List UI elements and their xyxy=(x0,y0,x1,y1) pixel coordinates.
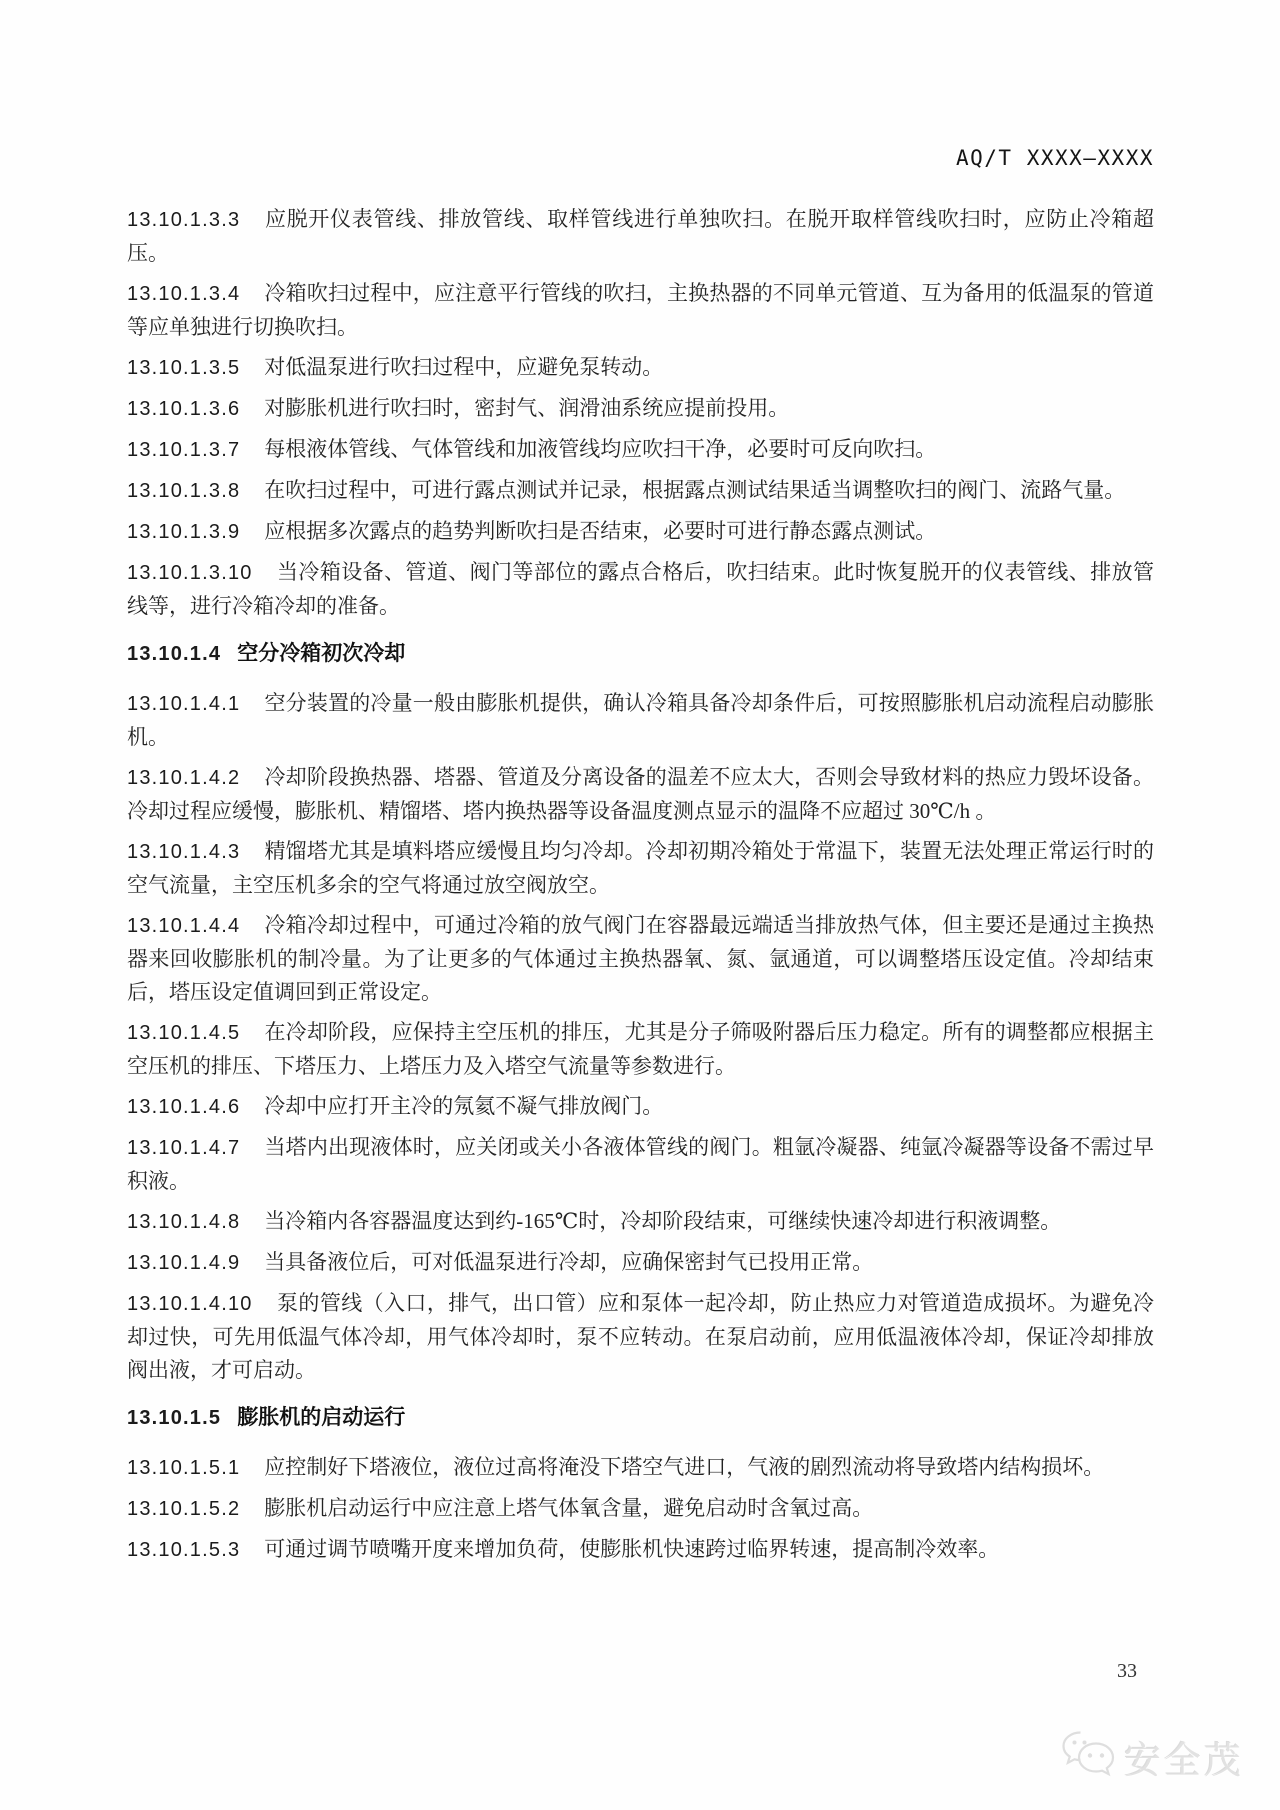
section-number: 13.10.1.4 xyxy=(127,643,222,665)
clause-text: 对膨胀机进行吹扫时，密封气、润滑油系统应提前投用。 xyxy=(264,396,790,420)
clause-text: 当冷箱内各容器温度达到约-165℃时，冷却阶段结束，可继续快速冷却进行积液调整。 xyxy=(264,1209,1062,1233)
clause-text: 应脱开仪表管线、排放管线、取样管线进行单独吹扫。在脱开取样管线吹扫时，应防止冷箱超压。 xyxy=(127,207,1154,265)
clause-number: 13.10.1.3.6 xyxy=(127,398,241,420)
clause-text: 当冷箱设备、管道、阀门等部位的露点合格后，吹扫结束。此时恢复脱开的仪表管线、排放管线等，进行冷箱冷却的准备。 xyxy=(127,560,1154,618)
clause-text: 冷却阶段换热器、塔器、管道及分离设备的温差不应太大，否则会导致材料的热应力毁坏设备。冷却过程应缓慢，膨胀机、精馏塔、塔内换热器等设备温度测点显示的温降不应超过 30℃/h 。 xyxy=(127,765,1154,823)
clause-paragraph xyxy=(127,761,1154,828)
clause-paragraph xyxy=(127,515,1154,549)
page-number: 33 xyxy=(1117,1660,1137,1682)
section-title: 膨胀机的启动运行 xyxy=(237,1406,406,1429)
clause-text: 每根液体管线、气体管线和加液管线均应吹扫干净，必要时可反向吹扫。 xyxy=(264,437,937,461)
clause-number: 13.10.1.4.8 xyxy=(127,1211,241,1233)
clause-paragraph xyxy=(127,1246,1154,1280)
clause-paragraph xyxy=(127,1533,1154,1567)
clause-number: 13.10.1.3.3 xyxy=(127,209,241,231)
clause-text: 冷箱吹扫过程中，应注意平行管线的吹扫，主换热器的不同单元管道、互为备用的低温泵的管道等应单独进行切换吹扫。 xyxy=(127,281,1154,339)
section-heading xyxy=(127,1401,1154,1435)
clause-paragraph xyxy=(127,556,1154,623)
clause-number: 13.10.1.4.10 xyxy=(127,1293,253,1315)
clause-number: 13.10.1.4.6 xyxy=(127,1096,241,1118)
clause-number: 13.10.1.3.7 xyxy=(127,439,241,461)
clause-number: 13.10.1.4.9 xyxy=(127,1252,241,1274)
clause-paragraph xyxy=(127,351,1154,385)
clause-text: 冷却中应打开主冷的氖氦不凝气排放阀门。 xyxy=(264,1094,664,1118)
clause-paragraph xyxy=(127,277,1154,344)
clause-number: 13.10.1.5.1 xyxy=(127,1457,241,1479)
clause-text: 当具备液位后，可对低温泵进行冷却，应确保密封气已投用正常。 xyxy=(264,1250,874,1274)
section-title: 空分冷箱初次冷却 xyxy=(237,642,406,665)
clause-paragraph xyxy=(127,433,1154,467)
clause-paragraph xyxy=(127,687,1154,754)
clause-paragraph xyxy=(127,835,1154,902)
clause-number: 13.10.1.4.3 xyxy=(127,841,241,863)
clause-number: 13.10.1.3.9 xyxy=(127,521,241,543)
clause-number: 13.10.1.5.2 xyxy=(127,1498,241,1520)
clause-paragraph xyxy=(127,1492,1154,1526)
clause-paragraph xyxy=(127,1287,1154,1387)
clause-text: 对低温泵进行吹扫过程中，应避免泵转动。 xyxy=(264,355,664,379)
clause-text: 应根据多次露点的趋势判断吹扫是否结束，必要时可进行静态露点测试。 xyxy=(264,519,937,543)
clause-paragraph xyxy=(127,1131,1154,1198)
clause-number: 13.10.1.4.1 xyxy=(127,693,241,715)
watermark xyxy=(1060,1729,1244,1784)
clause-text: 膨胀机启动运行中应注意上塔气体氧含量，避免启动时含氧过高。 xyxy=(264,1496,874,1520)
clause-number: 13.10.1.3.4 xyxy=(127,283,241,305)
clause-paragraph xyxy=(127,1451,1154,1485)
clause-number: 13.10.1.4.7 xyxy=(127,1137,241,1159)
clause-paragraph xyxy=(127,1090,1154,1124)
clause-text: 应控制好下塔液位，液位过高将淹没下塔空气进口，气液的剧烈流动将导致塔内结构损坏。 xyxy=(264,1455,1105,1479)
clause-paragraph xyxy=(127,392,1154,426)
clause-text: 冷箱冷却过程中，可通过冷箱的放气阀门在容器最远端适当排放热气体，但主要还是通过主换热器来回收膨胀机的制冷量。为了让更多的气体通过主换热器氧、氮、氩通道，可以调整塔压设定值。冷却结束后，塔压设定值调回到正常设定。 xyxy=(127,913,1154,1004)
section-number: 13.10.1.5 xyxy=(127,1407,222,1429)
clause-number: 13.10.1.5.3 xyxy=(127,1539,241,1561)
clause-number: 13.10.1.3.10 xyxy=(127,562,253,584)
clause-text: 空分装置的冷量一般由膨胀机提供，确认冷箱具备冷却条件后，可按照膨胀机启动流程启动膨胀机。 xyxy=(127,691,1154,749)
clause-number: 13.10.1.4.2 xyxy=(127,767,241,789)
clause-text: 精馏塔尤其是填料塔应缓慢且均匀冷却。冷却初期冷箱处于常温下，装置无法处理正常运行时的空气流量，主空压机多余的空气将通过放空阀放空。 xyxy=(127,839,1154,897)
clause-text: 泵的管线（入口，排气，出口管）应和泵体一起冷却，防止热应力对管道造成损坏。为避免冷却过快，可先用低温气体冷却，用气体冷却时，泵不应转动。在泵启动前，应用低温液体冷却，保证冷却排放阀出液，才可启动。 xyxy=(127,1291,1154,1382)
standard-code-header: AQ/T XXXX—XXXX xyxy=(955,146,1154,170)
clause-text: 在吹扫过程中，可进行露点测试并记录，根据露点测试结果适当调整吹扫的阀门、流路气量。 xyxy=(264,478,1126,502)
watermark-text: 安全茂 xyxy=(1124,1739,1244,1781)
clause-paragraph xyxy=(127,909,1154,1009)
clause-text: 当塔内出现液体时，应关闭或关小各液体管线的阀门。粗氩冷凝器、纯氩冷凝器等设备不需过早积液。 xyxy=(127,1135,1154,1193)
clause-paragraph xyxy=(127,1016,1154,1083)
clause-text: 在冷却阶段，应保持主空压机的排压，尤其是分子筛吸附器后压力稳定。所有的调整都应根据主空压机的排压、下塔压力、上塔压力及入塔空气流量等参数进行。 xyxy=(127,1020,1154,1078)
wechat-bubbles-icon xyxy=(1060,1729,1116,1784)
clause-text: 可通过调节喷嘴开度来增加负荷，使膨胀机快速跨过临界转速，提高制冷效率。 xyxy=(264,1537,1000,1561)
clause-paragraph xyxy=(127,474,1154,508)
section-heading xyxy=(127,637,1154,671)
clause-number: 13.10.1.4.5 xyxy=(127,1022,241,1044)
clause-number: 13.10.1.3.8 xyxy=(127,480,241,502)
clause-number: 13.10.1.3.5 xyxy=(127,357,241,379)
clause-number: 13.10.1.4.4 xyxy=(127,915,241,937)
document-body xyxy=(127,203,1154,1574)
clause-paragraph xyxy=(127,203,1154,270)
clause-paragraph xyxy=(127,1205,1154,1239)
